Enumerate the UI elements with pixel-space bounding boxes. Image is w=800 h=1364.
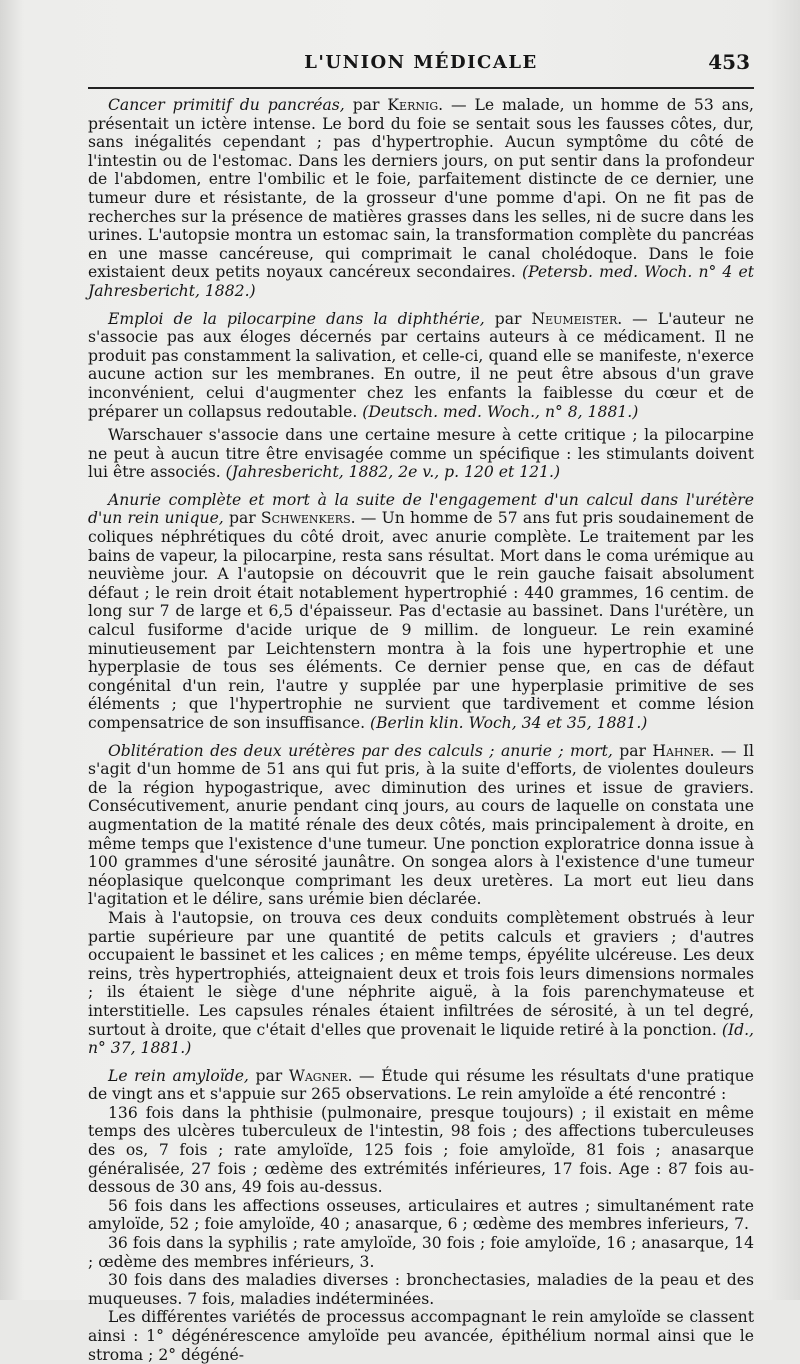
author-prefix: par <box>344 96 388 114</box>
article-body <box>88 96 754 1364</box>
page-number: 453 <box>708 50 750 74</box>
paragraph-warschauer <box>88 426 754 482</box>
author-name: Hahner <box>652 741 710 760</box>
paragraph-text: . — Le malade, un homme de 53 ans, présentait un ictère intense. Le bord du foie se sentait sous les fausses côtes, dur, sans inégalités cependant ; pas d'hypertrophie. Aucun symptôme du côté de l'intestin ou de l'estomac. Dans les derniers jours, on put sentir dans la profondeur de l'abdomen, entre l'ombilic et le foie, parfaitement distincte de ce dernier, une tumeur dure et résistante, de la grosseur d'une pomme d'api. On ne fit pas de recherches sur la présence de matières grasses dans les selles, ni de sucre dans les urines. L'autopsie montra un estomac sain, la transformation complète du pancréas en une masse cancéreuse, qui comprimait le canal cholédoque. Dans le foie existaient deux petits noyaux cancéreux secondaires. <box>88 96 754 282</box>
paragraph-text: 56 fois dans les affections osseuses, articulaires et autres ; simultanément rate amyloïde, 52 ; foie amyloïde, 40 ; anasarque, 6 ; œdème des membres inferieurs, 7. <box>88 1196 754 1234</box>
paragraph-autopsie <box>88 909 754 1058</box>
paragraph-obliteration <box>88 742 754 909</box>
paragraph-phthisie <box>88 1104 754 1197</box>
article-title: Cancer primitif du pancréas, <box>108 96 345 114</box>
paragraph-cancer-pancreas <box>88 96 754 301</box>
paragraph-maladies-diverses <box>88 1271 754 1308</box>
paragraph-text: . — Un homme de 57 ans fut pris soudainement de coliques néphrétiques du côté droit, avec anurie complète. Le traitement par les bains de vapeur, la pilocarpine, resta sans résultat. Mort dans le coma urémique au neuvième jour. A l'autopsie on découvrit que le rein gauche faisait absolument défaut ; le rein droit était notablement hypertrophié : 440 grammes, 16 centim. de long sur 7 de large et 6,5 d'épaisseur. Pas d'ectasie au bassinet. Dans l'urétère, un calcul fusiforme d'acide urique de 9 millim. de longueur. Le rein examiné minutieusement par Leichtenstern montra à la fois une hypertrophie et une hyperplasie de tous ses éléments. Ce dernier pense que, en cas de défaut congénital d'un rein, l'autre y supplée par une hyperplasie primitive de ses éléments ; que l'hypertrophie ne survient que tardivement et comme lésion compensatrice de son insuffisance. <box>88 509 755 732</box>
page-header <box>88 44 754 78</box>
citation: (Berlin klin. Woch, 34 et 35, 1881.) <box>370 714 648 732</box>
paragraph-text: Les différentes variétés de processus accompagnant le rein amyloïde se classent ainsi : 1° dégénérescence amyloïde peu avancée, épithélium normal ainsi que le stroma ; 2° dégéné- <box>88 1308 754 1364</box>
citation: (Id., n° 37, 1881.) <box>88 1020 754 1058</box>
paragraph-text: . — Étude qui résume les résultats d'une pratique de vingt ans et s'appuie sur 265 observations. Le rein amyloïde a été rencontré : <box>88 1066 754 1104</box>
article-title: Le rein amyloïde, <box>108 1066 249 1085</box>
article-title: Anurie complète et mort à la suite de l'engagement d'un calcul dans l'urétère d'un rein unique, <box>88 490 754 528</box>
paragraph-text: 136 fois dans la phthisie (pulmonaire, presque toujours) ; il existait en même temps des ulcères tuberculeux de l'intestin, 98 fois ; des affections tuberculeuses des os, 7 fois ; rate amyloïde, 125 fois ; foie amyloïde, 81 fois ; anasarque généralisée, 27 fois ; œdème des extrémités inférieures, 17 fois. Age : 87 fois au-dessous de 30 ans, 49 fois au-dessus. <box>88 1103 754 1197</box>
citation: (Petersb. med. Woch. n° 4 et Jahresbericht, 1882.) <box>88 263 754 300</box>
citation: (Jahresbericht, 1882, 2e v., p. 120 et 121.) <box>225 463 561 482</box>
author-name: Neumeister <box>531 309 618 328</box>
paragraph-pilocarpine <box>88 310 754 422</box>
article-title: Emploi de la pilocarpine dans la diphthérie, <box>108 309 485 328</box>
paragraph-text: 36 fois dans la syphilis ; rate amyloïde, 30 fois ; foie amyloïde, 16 ; anasarque, 14 ; œdème des membres inférieurs, 3. <box>88 1234 754 1271</box>
author-prefix: par <box>484 309 532 328</box>
header-rule <box>88 87 754 89</box>
author-name: Wagner <box>288 1066 348 1085</box>
paragraph-text: 30 fois dans des maladies diverses : bronchectasies, maladies de la peau et des muqueuses. 7 fois, maladies indéterminées. <box>88 1271 754 1308</box>
article-title: Oblitération des deux urétères par des calculs ; anurie ; mort, <box>108 741 613 760</box>
paragraph-text: Mais à l'autopsie, on trouva ces deux conduits complètement obstrués à leur partie supérieure par une quantité de petits calculs et graviers ; d'autres occupaient le bassinet et les calices ; en même temps, épyélite ulcéreuse. Les deux reins, très hypertrophiés, atteignaient deux et trois fois leurs dimensions normales ; ils étaient le siège d'une néphrite aiguë, à la fois parenchymateuse et interstitielle. Les capsules rénales étaient infiltrées de sérosité, à un tel degré, surtout à droite, que c'était d'elles que provenait le liquide retiré à la ponction. <box>88 908 754 1039</box>
paragraph-rein-amyloide <box>88 1067 754 1104</box>
author-name: Schwenkers <box>260 509 351 528</box>
paragraph-text: . — Il s'agit d'un homme de 51 ans qui fut pris, à la suite d'efforts, de violentes douleurs de la région hypogastrique, avec diminution des urines et issue de graviers. Consécutivement, anurie pendant cinq jours, au cours de laquelle on constata une augmentation de la matité rénale des deux côtés, mais principalement à droite, en même temps que l'existence d'une tumeur. Une ponction exploratrice donna issue à 100 grammes d'une sérosité jaunâtre. On songea alors à l'existence d'une tumeur néoplasique quelconque comprimant les deux uretères. La mort eut lieu dans l'agitation et le délire, sans urémie bien déclarée. <box>88 741 754 909</box>
paragraph-text: Warschauer s'associe dans une certaine mesure à cette critique ; la pilocarpine ne peut à aucun titre être envisagée comme un spécifique : les stimulants doivent lui être associés. <box>88 426 754 482</box>
author-prefix: par <box>248 1066 289 1085</box>
running-title: L'UNION MÉDICALE <box>304 52 538 73</box>
paragraph-text: . — L'auteur ne s'associe pas aux éloges décernés par certains auteurs à ce médicament. Il ne produit pas constamment la salivation, et celle-ci, quand elle se manifeste, n'exerce aucune action sur les membranes. En outre, il ne peut être absous d'un grave inconvénient, celui d'augmenter chez les enfants la faiblesse du cœur et de préparer un collapsus redoutable. <box>88 309 754 421</box>
paragraph-anurie-calcul <box>88 491 754 733</box>
paragraph-syphilis <box>88 1234 754 1271</box>
paragraph-varietes <box>88 1308 754 1364</box>
author-prefix: par <box>223 509 261 528</box>
paragraph-affections-osseuses <box>88 1197 754 1234</box>
citation: (Deutsch. med. Woch., n° 8, 1881.) <box>362 402 639 421</box>
author-prefix: par <box>612 741 653 760</box>
author-name: Kernig <box>387 96 439 114</box>
